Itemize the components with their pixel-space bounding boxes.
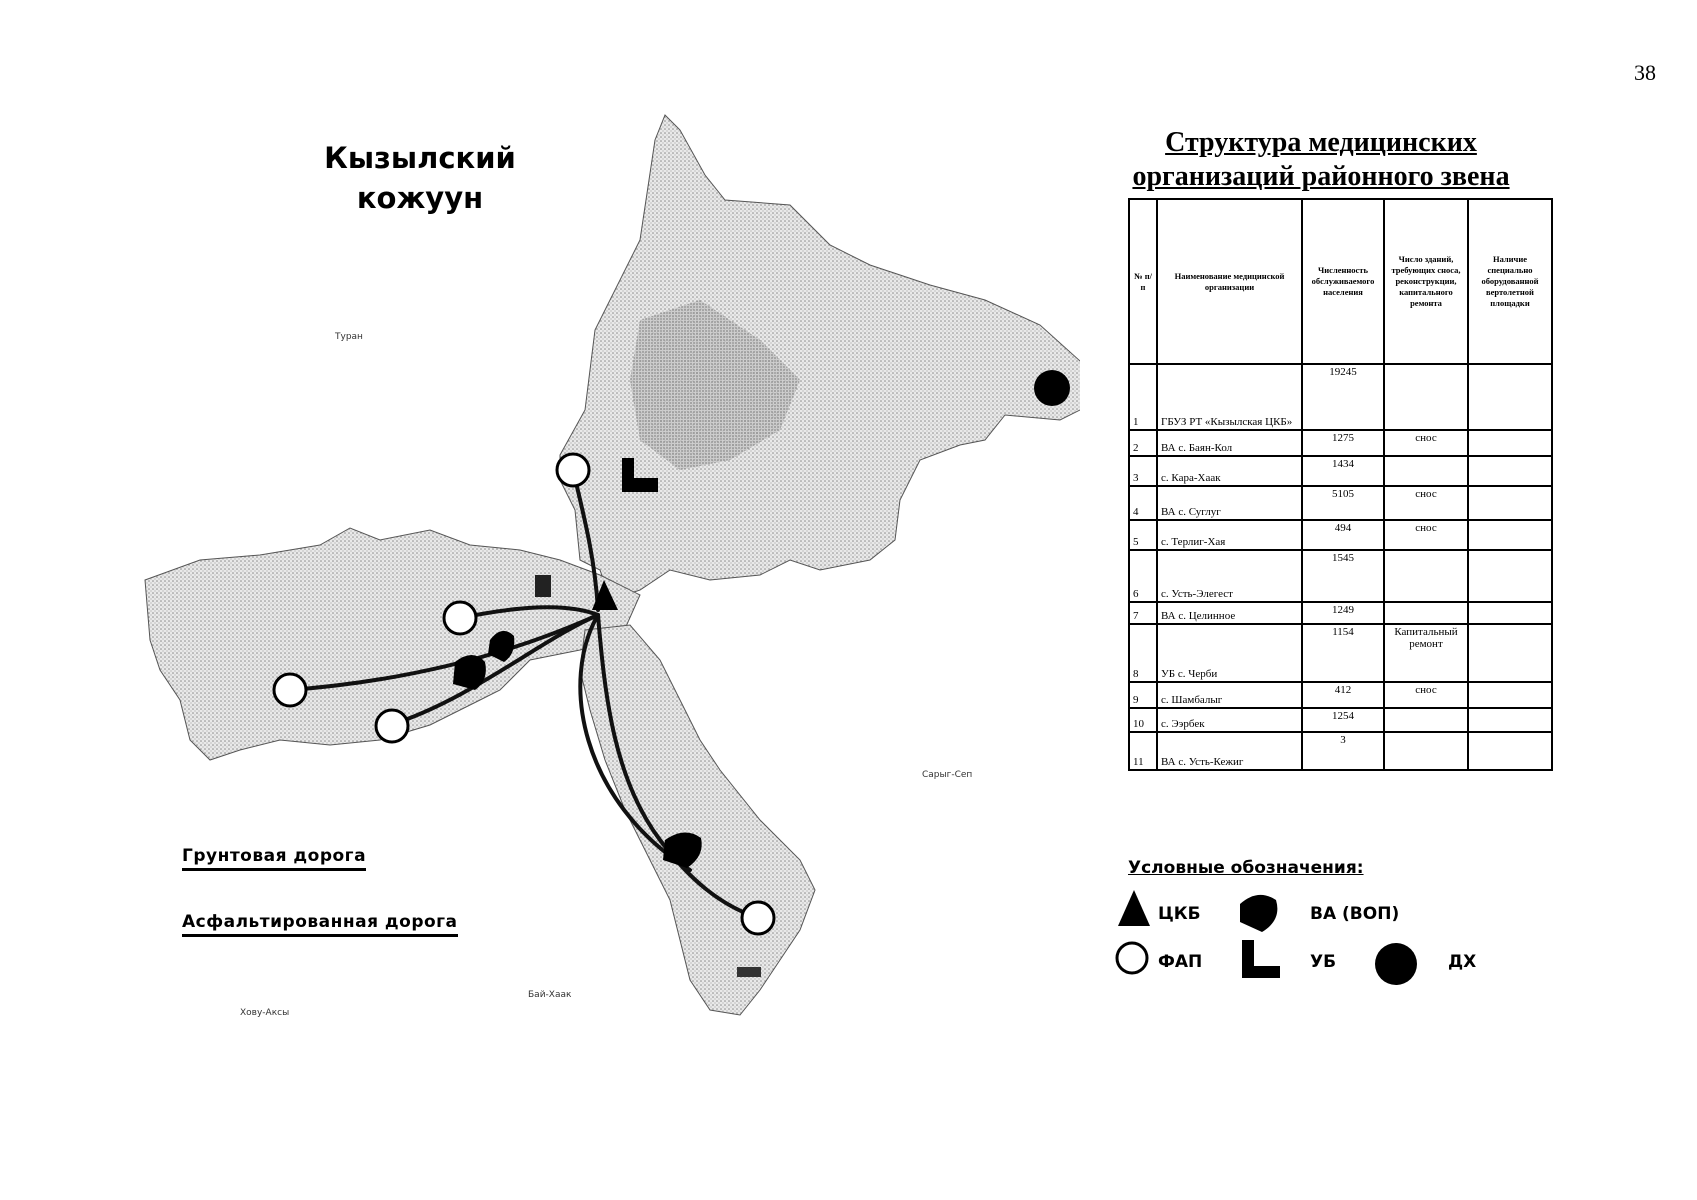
cell-pop: 19245 [1302, 364, 1384, 430]
building-marker [535, 575, 551, 597]
header-repair: Число зданий, требующих сноса, реконструкции, капитального ремонта [1384, 199, 1468, 364]
cell-heli [1468, 682, 1552, 708]
cell-pop: 1254 [1302, 708, 1384, 732]
fap-marker [557, 454, 589, 486]
fap-marker [742, 902, 774, 934]
building-marker [737, 967, 761, 977]
place-label-sarygsep: Сарыг-Сеп [922, 770, 973, 780]
cell-n: 1 [1129, 364, 1157, 430]
cell-name: с. Шамбалыг [1157, 682, 1302, 708]
cell-n: 4 [1129, 486, 1157, 520]
dh-marker [1034, 370, 1070, 406]
cell-n: 3 [1129, 456, 1157, 486]
cell-name: с. Терлиг-Хая [1157, 520, 1302, 550]
road-legend-asphalt: Асфальтированная дорога [182, 912, 458, 937]
cell-repair [1384, 456, 1468, 486]
legend-va: ВА (ВОП) [1310, 904, 1400, 924]
legend-shapes-right [1372, 940, 1422, 990]
cell-pop: 1154 [1302, 624, 1384, 682]
table-row [1129, 456, 1552, 486]
cell-repair [1384, 602, 1468, 624]
cell-repair: снос [1384, 430, 1468, 456]
cell-heli [1468, 364, 1552, 430]
place-label-khovu-aksy: Хову-Аксы [240, 1008, 290, 1018]
cell-n: 8 [1129, 624, 1157, 682]
cell-name: ГБУЗ РТ «Кызылская ЦКБ» [1157, 364, 1302, 430]
cell-heli [1468, 520, 1552, 550]
fap-marker [376, 710, 408, 742]
cell-heli [1468, 456, 1552, 486]
region-south [580, 625, 815, 1015]
fap-marker [274, 674, 306, 706]
legend-ckb: ЦКБ [1158, 904, 1201, 924]
cell-pop: 5105 [1302, 486, 1384, 520]
header-number: № п/п [1129, 199, 1157, 364]
table-row [1129, 550, 1552, 602]
cell-n: 11 [1129, 732, 1157, 770]
cell-pop: 412 [1302, 682, 1384, 708]
legend-shapes-mid [1234, 890, 1294, 980]
cell-pop: 1545 [1302, 550, 1384, 602]
cell-n: 5 [1129, 520, 1157, 550]
cell-name: УБ с. Черби [1157, 624, 1302, 682]
cell-name: ВА с. Целинное [1157, 602, 1302, 624]
cell-name: ВА с. Баян-Кол [1157, 430, 1302, 456]
cell-heli [1468, 486, 1552, 520]
header-population: Численность обслуживаемого населения [1302, 199, 1384, 364]
table-row [1129, 430, 1552, 456]
cell-n: 6 [1129, 550, 1157, 602]
open-circle-icon [1117, 943, 1147, 973]
cell-pop: 3 [1302, 732, 1384, 770]
cell-repair [1384, 708, 1468, 732]
cell-n: 10 [1129, 708, 1157, 732]
cell-repair [1384, 732, 1468, 770]
table-body [1129, 364, 1552, 770]
cell-n: 9 [1129, 682, 1157, 708]
legend-ub: УБ [1310, 952, 1337, 972]
cell-repair: снос [1384, 520, 1468, 550]
fap-marker [444, 602, 476, 634]
cell-n: 7 [1129, 602, 1157, 624]
cell-heli [1468, 624, 1552, 682]
header-name: Наименование медицинской организации [1157, 199, 1302, 364]
cell-name: с. Кара-Хаак [1157, 456, 1302, 486]
road-legend-dirt: Грунтовая дорога [182, 846, 366, 871]
table-title: Структура медицинских организаций районного звена [1132, 127, 1510, 192]
cell-pop: 1434 [1302, 456, 1384, 486]
table-row [1129, 520, 1552, 550]
table-row [1129, 364, 1552, 430]
table-row [1129, 732, 1552, 770]
cell-pop: 1249 [1302, 602, 1384, 624]
legend-title: Условные обозначения: [1128, 858, 1364, 878]
header-helipad: Наличие специально оборудованной вертолетной площадки [1468, 199, 1552, 364]
page-number: 38 [1634, 60, 1656, 85]
cell-name: с. Ээрбек [1157, 708, 1302, 732]
cell-heli [1468, 550, 1552, 602]
triangle-icon [1118, 890, 1150, 926]
cell-name: ВА с. Усть-Кежиг [1157, 732, 1302, 770]
cell-heli [1468, 708, 1552, 732]
leaf-icon [1240, 895, 1277, 932]
table-row [1129, 486, 1552, 520]
legend-dh: ДХ [1448, 952, 1477, 972]
place-label-turan: Туран [335, 332, 363, 342]
cell-n: 2 [1129, 430, 1157, 456]
cell-pop: 494 [1302, 520, 1384, 550]
organizations-table [1128, 198, 1553, 771]
filled-circle-icon [1375, 943, 1417, 985]
cell-repair [1384, 364, 1468, 430]
table-row [1129, 624, 1552, 682]
cell-repair: Капитальный ремонт [1384, 624, 1468, 682]
table-row [1129, 708, 1552, 732]
cell-pop: 1275 [1302, 430, 1384, 456]
cell-name: ВА с. Суглуг [1157, 486, 1302, 520]
cell-repair [1384, 550, 1468, 602]
cell-repair: снос [1384, 486, 1468, 520]
cell-heli [1468, 732, 1552, 770]
table-row [1129, 682, 1552, 708]
cell-heli [1468, 430, 1552, 456]
legend-fap: ФАП [1158, 952, 1203, 972]
cell-heli [1468, 602, 1552, 624]
map-title: Кызылский кожуун [324, 141, 516, 215]
table-row [1129, 602, 1552, 624]
cell-repair: снос [1384, 682, 1468, 708]
l-shape-icon [1242, 940, 1280, 978]
cell-name: с. Усть-Элегест [1157, 550, 1302, 602]
place-label-balgazyn: Бай-Хаак [528, 990, 572, 1000]
